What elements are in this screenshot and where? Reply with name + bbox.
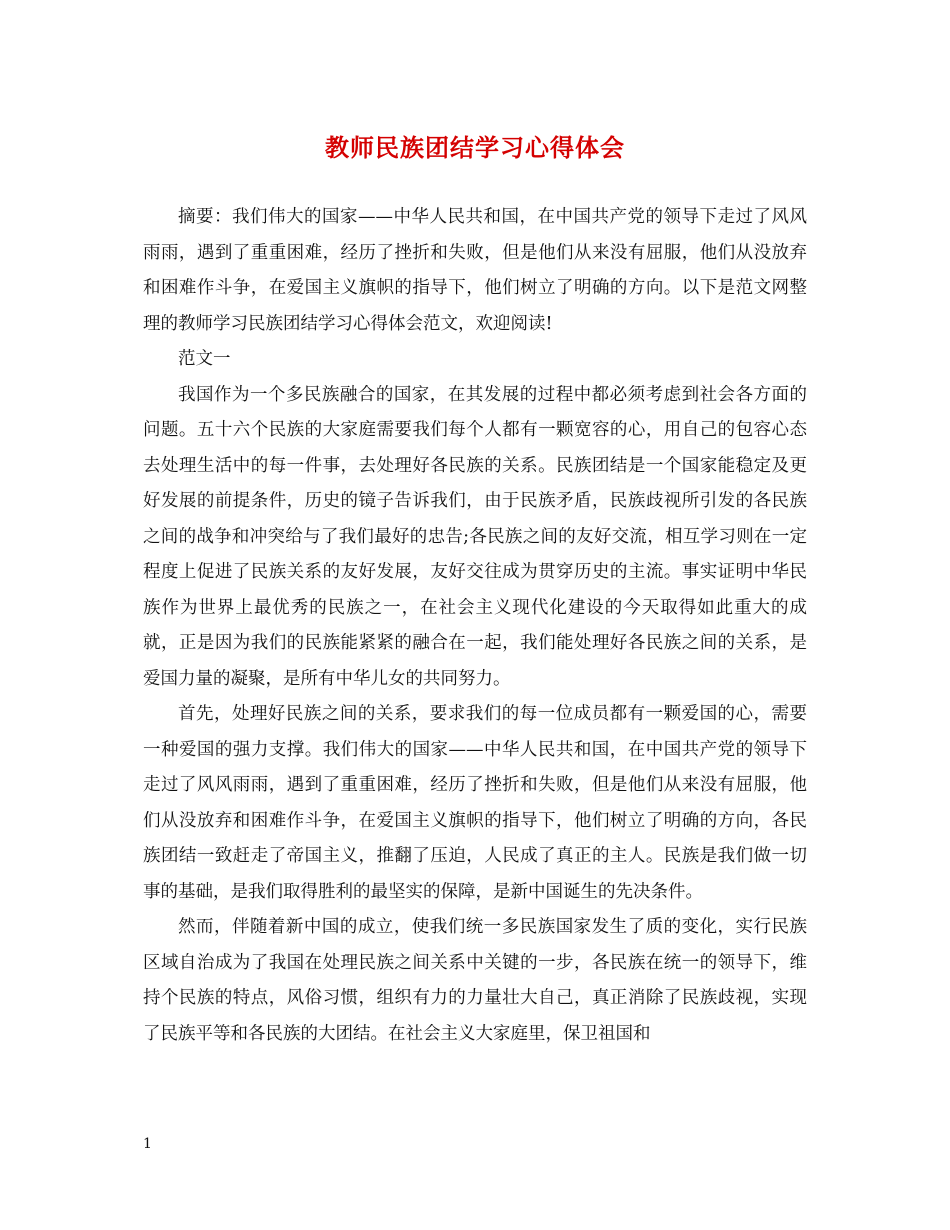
document-title: 教师民族团结学习心得体会 xyxy=(325,133,625,162)
paragraph-body: 我国作为一个多民族融合的国家，在其发展的过程中都必须考虑到社会各方面的问题。五十六个民族的大家庭需要我们每个人都有一颗宽容的心，用自己的包容心态去处理生活中的每一件事，去处理好各民族的关系。民族团结是一个国家能稳定及更好发展的前提条件，历史的镜子告诉我们，由于民族矛盾，民族歧视所引发的各民族之间的战争和冲突给与了我们最好的忠告;各民族之间的友好交流，相互学习则在一定程度上促进了民族关系的友好发展，友好交往成为贯穿历史的主流。事实证明中华民族作为世界上最优秀的民族之一，在社会主义现代化建设的今天取得如此重大的成就，正是因为我们的民族能紧紧的融合在一起，我们能处理好各民族之间的关系，是爱国力量的凝聚，是所有中华儿女的共同努力。 xyxy=(143,384,807,689)
paragraph-body: 首先，处理好民族之间的关系，要求我们的每一位成员都有一颗爱国的心，需要一种爱国的强力支撑。我们伟大的国家——中华人民共和国，在中国共产党的领导下走过了风风雨雨，遇到了重重困难，经历了挫折和失败，但是他们从来没有屈服，他们从没放弃和困难作斗争，在爱国主义旗帜的指导下，他们树立了明确的方向，各民族团结一致赶走了帝国主义，推翻了压迫，人民成了真正的主人。民族是我们做一切事的基础，是我们取得胜利的最坚实的保障，是新中国诞生的先决条件。 xyxy=(143,704,807,902)
paragraph-body: 然而，伴随着新中国的成立，使我们统一多民族国家发生了质的变化，实行民族区域自治成为了我国在处理民族之间关系中关键的一步，各民族在统一的领导下，维持个民族的特点，风俗习惯，组织有力的力量壮大自己，真正消除了民族歧视，实现了民族平等和各民族的大团结。在社会主义大家庭里，保卫祖国和 xyxy=(143,917,807,1044)
paragraph-section-heading: 范文一 xyxy=(178,349,231,369)
page-number: 1 xyxy=(143,1136,152,1152)
document-body xyxy=(143,200,807,1052)
paragraph-abstract: 摘要：我们伟大的国家——中华人民共和国，在中国共产党的领导下走过了风风雨雨，遇到了重重困难，经历了挫折和失败，但是他们从来没有屈服，他们从没放弃和困难作斗争，在爱国主义旗帜的指导下，他们树立了明确的方向。以下是范文网整理的教师学习民族团结学习心得体会范文，欢迎阅读! xyxy=(143,207,807,334)
